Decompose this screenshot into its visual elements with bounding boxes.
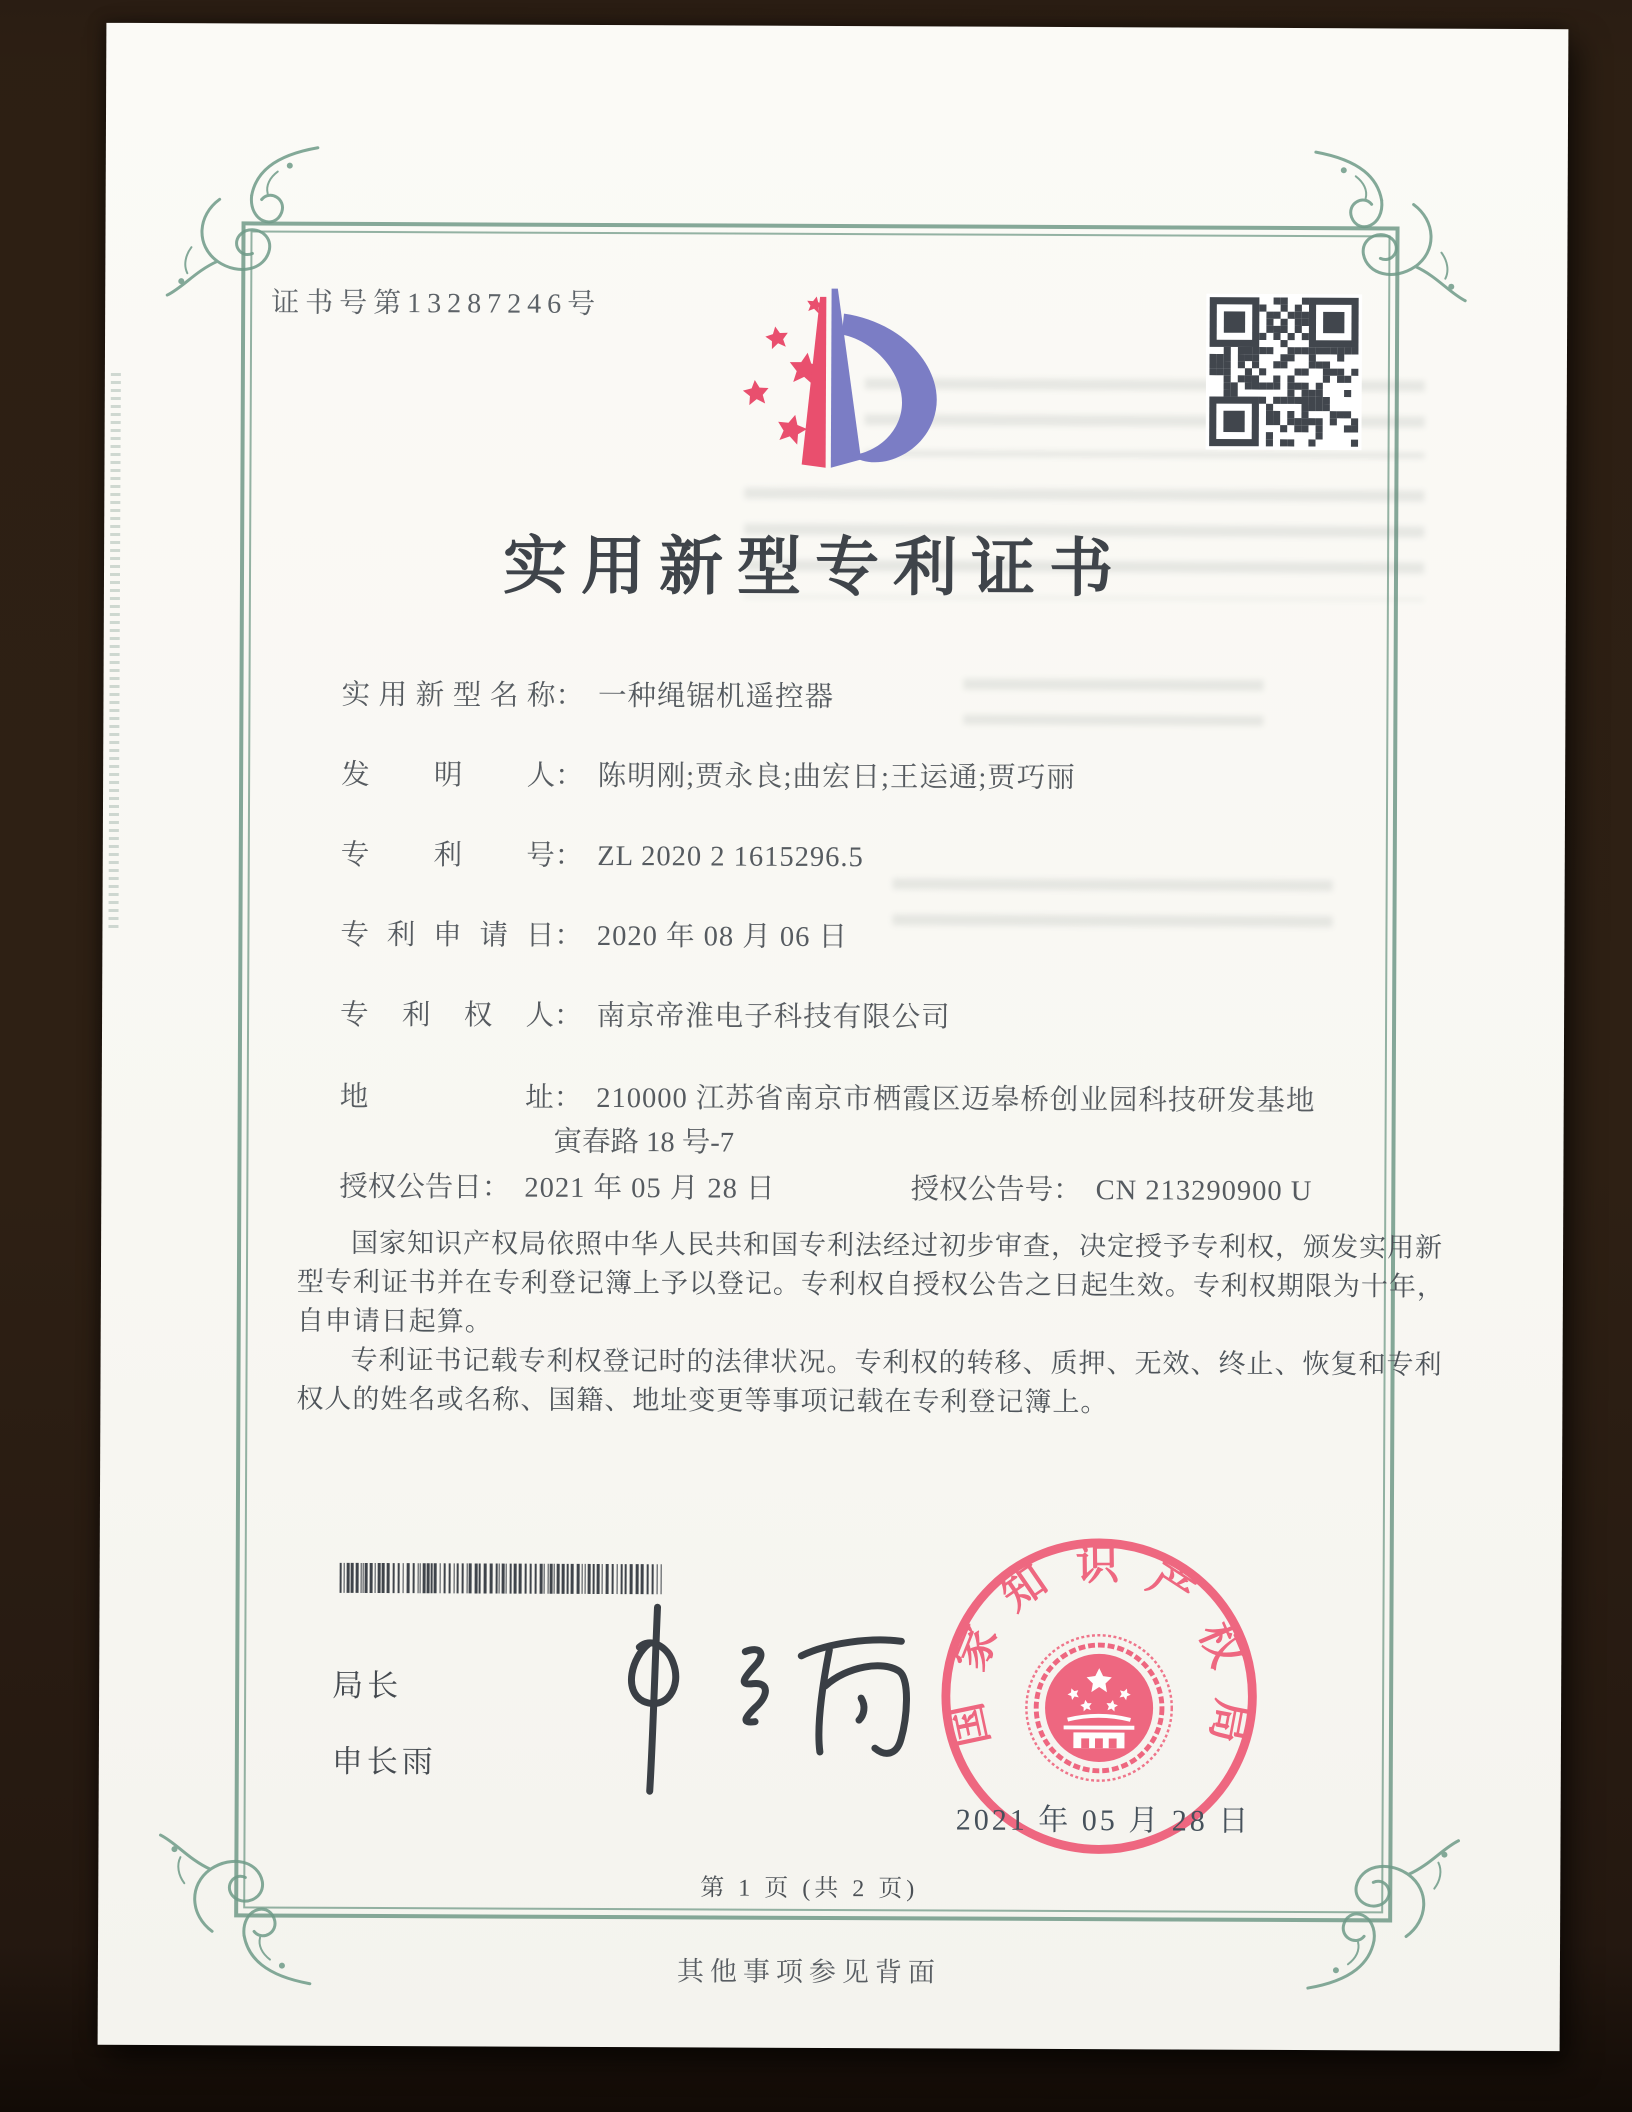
field-value: CN 213290900 U <box>1095 1175 1313 1208</box>
field-row: 授权公告日： 2021 年 05 月 28 日 授权公告号： CN 213290900 U <box>339 1164 1312 1209</box>
back-note: 其他事项参见背面 <box>676 1956 941 1988</box>
field-label: 实用新型名称 <box>341 679 556 712</box>
barcode-icon <box>338 1562 672 1595</box>
field-row: 实用新型名称： 一种绳锯机遥控器 <box>341 672 834 715</box>
cnipa-patent-logo-icon <box>697 273 948 514</box>
edge-microprint <box>108 373 120 933</box>
corner-ornament-icon <box>1305 142 1476 313</box>
page-number: 第 1 页 (共 2 页) <box>700 1875 919 1903</box>
seal-ring-text: 国家知识产权局 <box>942 1540 1257 1751</box>
field-value: 2021 年 05 月 28 日 <box>524 1172 776 1205</box>
field-value: 陈明刚;贾永良;曲宏日;王运通;贾巧丽 <box>597 760 1076 795</box>
handwritten-signature-icon <box>549 1593 940 1815</box>
address-line-2: 寅春路 18 号-7 <box>553 1126 735 1159</box>
field-label: 专利号 <box>340 839 555 872</box>
field-row: 专利号： ZL 2020 2 1615296.5 <box>341 832 864 875</box>
field-label: 地址 <box>339 1081 554 1114</box>
field-value: 一种绳锯机遥控器 <box>597 680 835 714</box>
certificate-number: 证书号第13287246号 <box>271 287 602 320</box>
field-label: 专利权人 <box>340 999 555 1032</box>
field-value: 210000 江苏省南京市栖霞区迈皋桥创业园科技研发基地 <box>596 1082 1316 1118</box>
page-title: 实用新型专利证书 <box>502 530 1128 605</box>
legal-paragraph-2: 专利证书记载专利权登记时的法律状况。专利权的转移、质押、无效、终止、恢复和专利权人的姓名或名称、国籍、地址变更等事项记载在专利登记簿上。 <box>296 1344 1443 1418</box>
field-label: 授权公告日 <box>339 1171 482 1204</box>
field-row: 地址： 210000 江苏省南京市栖霞区迈皋桥创业园科技研发基地 <box>340 1074 1316 1119</box>
certificate-paper <box>98 23 1569 2051</box>
field-row: 专利申请日： 2020 年 08 月 06 日 <box>340 912 848 955</box>
field-label: 发明人 <box>341 759 556 792</box>
field-row: 专利权人： 南京帝淮电子科技有限公司 <box>340 992 951 1036</box>
field-value: 南京帝淮电子科技有限公司 <box>596 1000 951 1034</box>
signer-name: 申长雨 <box>331 1743 437 1780</box>
field-value: ZL 2020 2 1615296.5 <box>597 840 864 874</box>
legal-text <box>296 1224 1453 1424</box>
seal-date: 2021 年 05 月 28 日 <box>955 1803 1252 1838</box>
field-label: 专利申请日 <box>340 919 555 952</box>
legal-paragraph-1: 国家知识产权局依照中华人民共和国专利法经过初步审查，决定授予专利权，颁发实用新型专利证书并在专利登记簿上予以登记。专利权自授权公告之日起生效。专利权期限为十年，自申请日起算。 <box>296 1227 1445 1337</box>
signer-role: 局长 <box>332 1667 403 1704</box>
field-row: 发明人： 陈明刚;贾永良;曲宏日;王运通;贾巧丽 <box>341 752 1076 796</box>
field-value: 2020 年 08 月 06 日 <box>596 920 849 954</box>
field-label: 授权公告号 <box>910 1174 1054 1206</box>
qr-code-icon <box>1206 294 1363 451</box>
